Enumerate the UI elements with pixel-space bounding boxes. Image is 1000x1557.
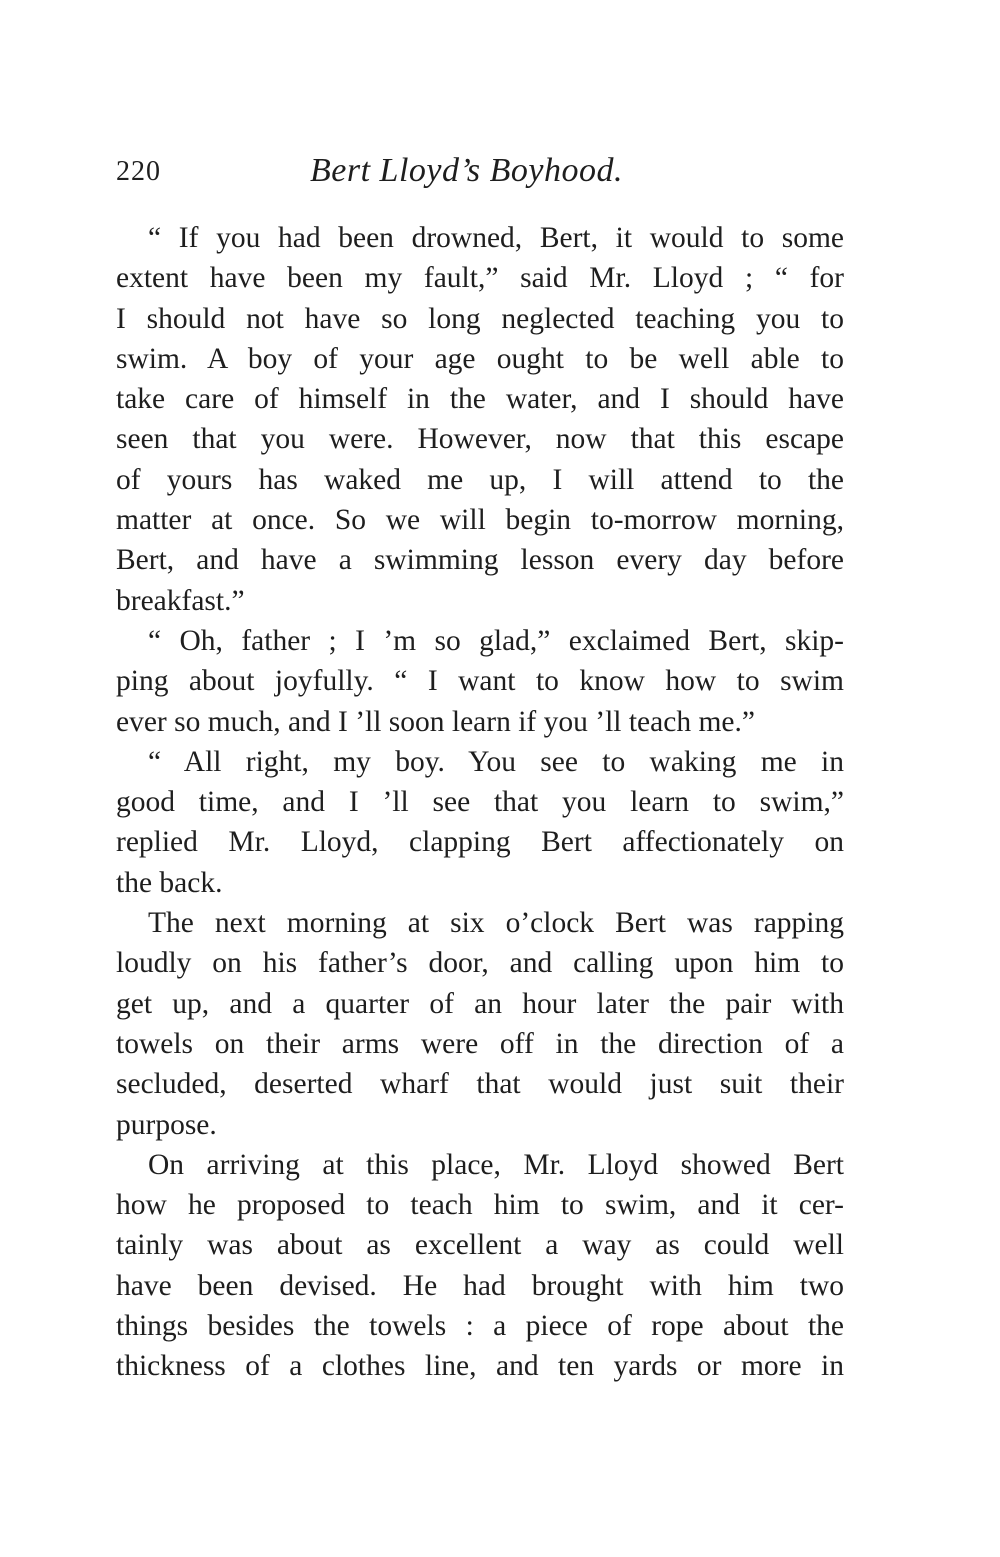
text-line: matter at once. So we will begin to-morrow morning, xyxy=(116,504,844,537)
text-line: good time, and I ’ll see that you learn to swim,” xyxy=(116,786,844,819)
page-header xyxy=(116,152,846,196)
text-line: things besides the towels : a piece of rope about the xyxy=(116,1310,844,1343)
text-line: seen that you were. However, now that this escape xyxy=(116,423,844,456)
text-line: breakfast.” xyxy=(116,584,245,617)
text-line: take care of himself in the water, and I should have xyxy=(116,383,844,416)
text-line: “ Oh, father ; I ’m so glad,” exclaimed Bert, skip- xyxy=(148,624,844,657)
text-line: extent have been my fault,” said Mr. Lloyd ; “ for xyxy=(116,262,844,295)
text-line: thickness of a clothes line, and ten yards or more in xyxy=(116,1350,844,1383)
text-line: tainly was about as excellent a way as could well xyxy=(116,1229,844,1262)
text-line: “ All right, my boy. You see to waking me in xyxy=(148,745,844,778)
text-line: ping about joyfully. “ I want to know how to swim xyxy=(116,665,844,698)
text-line: Bert, and have a swimming lesson every day before xyxy=(116,544,844,577)
text-line: ever so much, and I ’ll soon learn if you ’ll teach me.” xyxy=(116,705,755,738)
page-number: 220 xyxy=(116,156,161,187)
text-line: how he proposed to teach him to swim, and it cer- xyxy=(116,1189,844,1222)
text-line: The next morning at six o’clock Bert was rapping xyxy=(148,907,844,940)
text-line: of yours has waked me up, I will attend to the xyxy=(116,463,844,496)
text-line: I should not have so long neglected teaching you to xyxy=(116,302,844,335)
text-line: the back. xyxy=(116,866,223,899)
text-line: get up, and a quarter of an hour later the pair with xyxy=(116,987,844,1020)
body-text xyxy=(116,218,844,1387)
text-line: replied Mr. Lloyd, clapping Bert affectionately on xyxy=(116,826,844,859)
text-line: towels on their arms were off in the direction of a xyxy=(116,1027,844,1060)
text-line: “ If you had been drowned, Bert, it would to some xyxy=(148,222,844,254)
text-line: On arriving at this place, Mr. Lloyd showed Bert xyxy=(148,1148,844,1181)
text-line: loudly on his father’s door, and calling upon him to xyxy=(116,947,844,980)
text-line: swim. A boy of your age ought to be well able to xyxy=(116,342,844,375)
text-line: have been devised. He had brought with him two xyxy=(116,1269,844,1302)
text-line: secluded, deserted wharf that would just suit their xyxy=(116,1068,844,1101)
running-title: Bert Lloyd’s Boyhood. xyxy=(310,152,624,189)
text-line: purpose. xyxy=(116,1108,217,1141)
